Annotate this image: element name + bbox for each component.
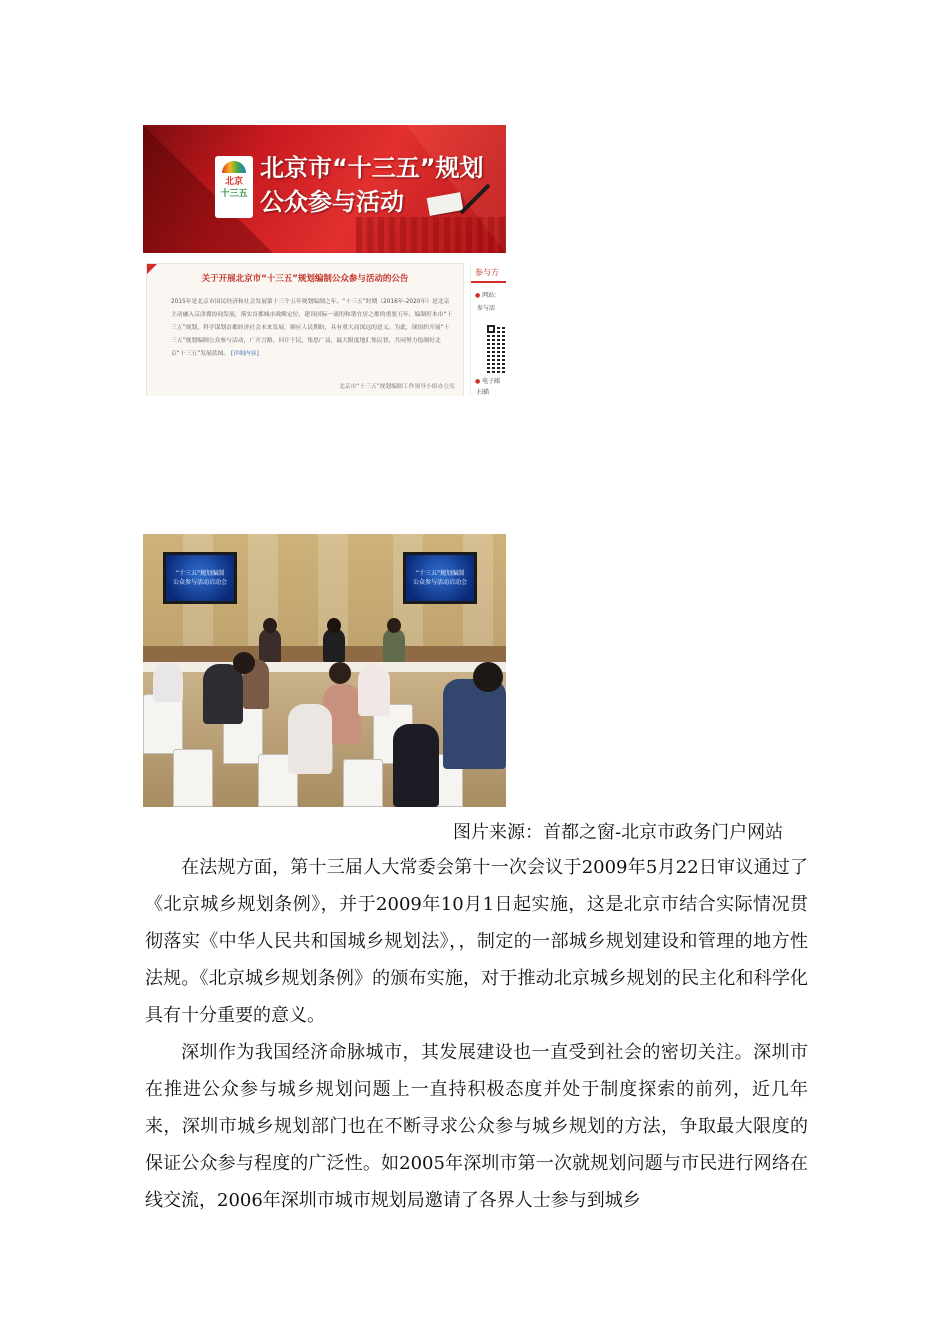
audience-member (393, 724, 439, 807)
audience-member (443, 679, 506, 769)
panelist (259, 628, 281, 662)
audience-member (288, 704, 332, 774)
notice-detail-link[interactable]: [详细内容] (231, 351, 259, 357)
figure-web-banner-image (143, 125, 506, 396)
projection-screen-right: “十三五”规划编制 公众参与活动启动会 (403, 552, 477, 604)
notice-panel (146, 263, 464, 396)
notice-text: 2015年是北京市国民经济和社会发展第十三个五年规划编制之年。“十三五”时期（2016年-2020年）是北京主动融入京津冀协同发展，落实首都城市战略定位，建设国际一流的和谐宜居之都的重要五年。编制好本市“十三五”规划，科学谋划首都经济社会未来发展，顺应人民期盼，具有重大而深远的意义。为此，现组织开展“十三五”规划编制公众参与活动，广开言路，问计于民，集思广益，最大限度地汇集民智，共同努力绘制好北京“十三五”发展蓝图。 (171, 299, 453, 357)
audience-member (203, 664, 243, 724)
sidebar-item-website: ● 网站： (475, 292, 501, 299)
audience-member (153, 662, 183, 702)
sidebar-item-website-sub: 参与活 (477, 305, 496, 312)
city-skyline-decoration (356, 217, 506, 253)
beijing-135-logo (215, 156, 253, 218)
rainbow-arc-icon (222, 161, 246, 173)
notice-signature: 北京市“十三五”规划编制工作领导小组办公室 (338, 384, 455, 390)
projection-screen-left: “十三五”规划编制 公众参与活动启动会 (163, 552, 237, 604)
chair (143, 694, 183, 754)
figure-meeting-photo (143, 534, 506, 807)
logo-line1: 北京 (224, 177, 243, 187)
notice-title: 关于开展北京市“十三五”规划编制公众参与活动的公告 (201, 274, 409, 284)
image-source-caption: 图片来源：首都之窗-北京市政务门户网站 (453, 822, 784, 843)
notice-body (171, 296, 455, 361)
logo-line2: 十三五 (220, 189, 248, 199)
sidebar-item-scan: 扫描 (477, 389, 490, 396)
sidebar-heading: 参与方 (471, 263, 506, 283)
sidebar-item-email: ● 电子邮 (475, 378, 501, 385)
participation-sidebar (470, 263, 506, 396)
panelist (323, 628, 345, 662)
chair (173, 749, 213, 807)
qr-finder-icon (487, 325, 495, 333)
bullet-icon: ● (475, 378, 481, 385)
audience-member (473, 662, 503, 692)
paragraph-beijing-regulations: 在法规方面，第十三届人大常委会第十一次会议于2009年5月22日审议通过了《北京城乡规划条例》，并于2009年10月1日起实施，这是北京市结合实际情况贯彻落实《中华人民共和国城乡规划法》，，制定的一部城乡规划建设和管理的地方性法规。《北京城乡规划条例》的颁布实施，对于推动北京城乡规划的民主化和科学化具有十分重要的意义。 (145, 857, 808, 1026)
audience-member (358, 664, 390, 716)
paragraph-shenzhen: 深圳作为我国经济命脉城市，其发展建设也一直受到社会的密切关注。深圳市在推进公众参与城乡规划问题上一直持积极态度并处于制度探索的前列，近几年来，深圳市城乡规划部门也在不断寻求公众参与城乡规划的方法，争取最大限度的保证公众参与程度的广泛性。如2005年深圳市第一次就规划问题与市民进行网络在线交流，2006年深圳市城市规划局邀请了各界人士参与到城乡 (145, 1042, 808, 1211)
conference-table (143, 662, 506, 672)
banner-title-line2: 公众参与活动 (260, 188, 404, 216)
panelist (383, 628, 405, 662)
banner (143, 125, 506, 253)
bullet-icon: ● (475, 292, 481, 299)
chair (343, 759, 383, 807)
banner-title-line1: 北京市“十三五”规划 (260, 154, 484, 182)
